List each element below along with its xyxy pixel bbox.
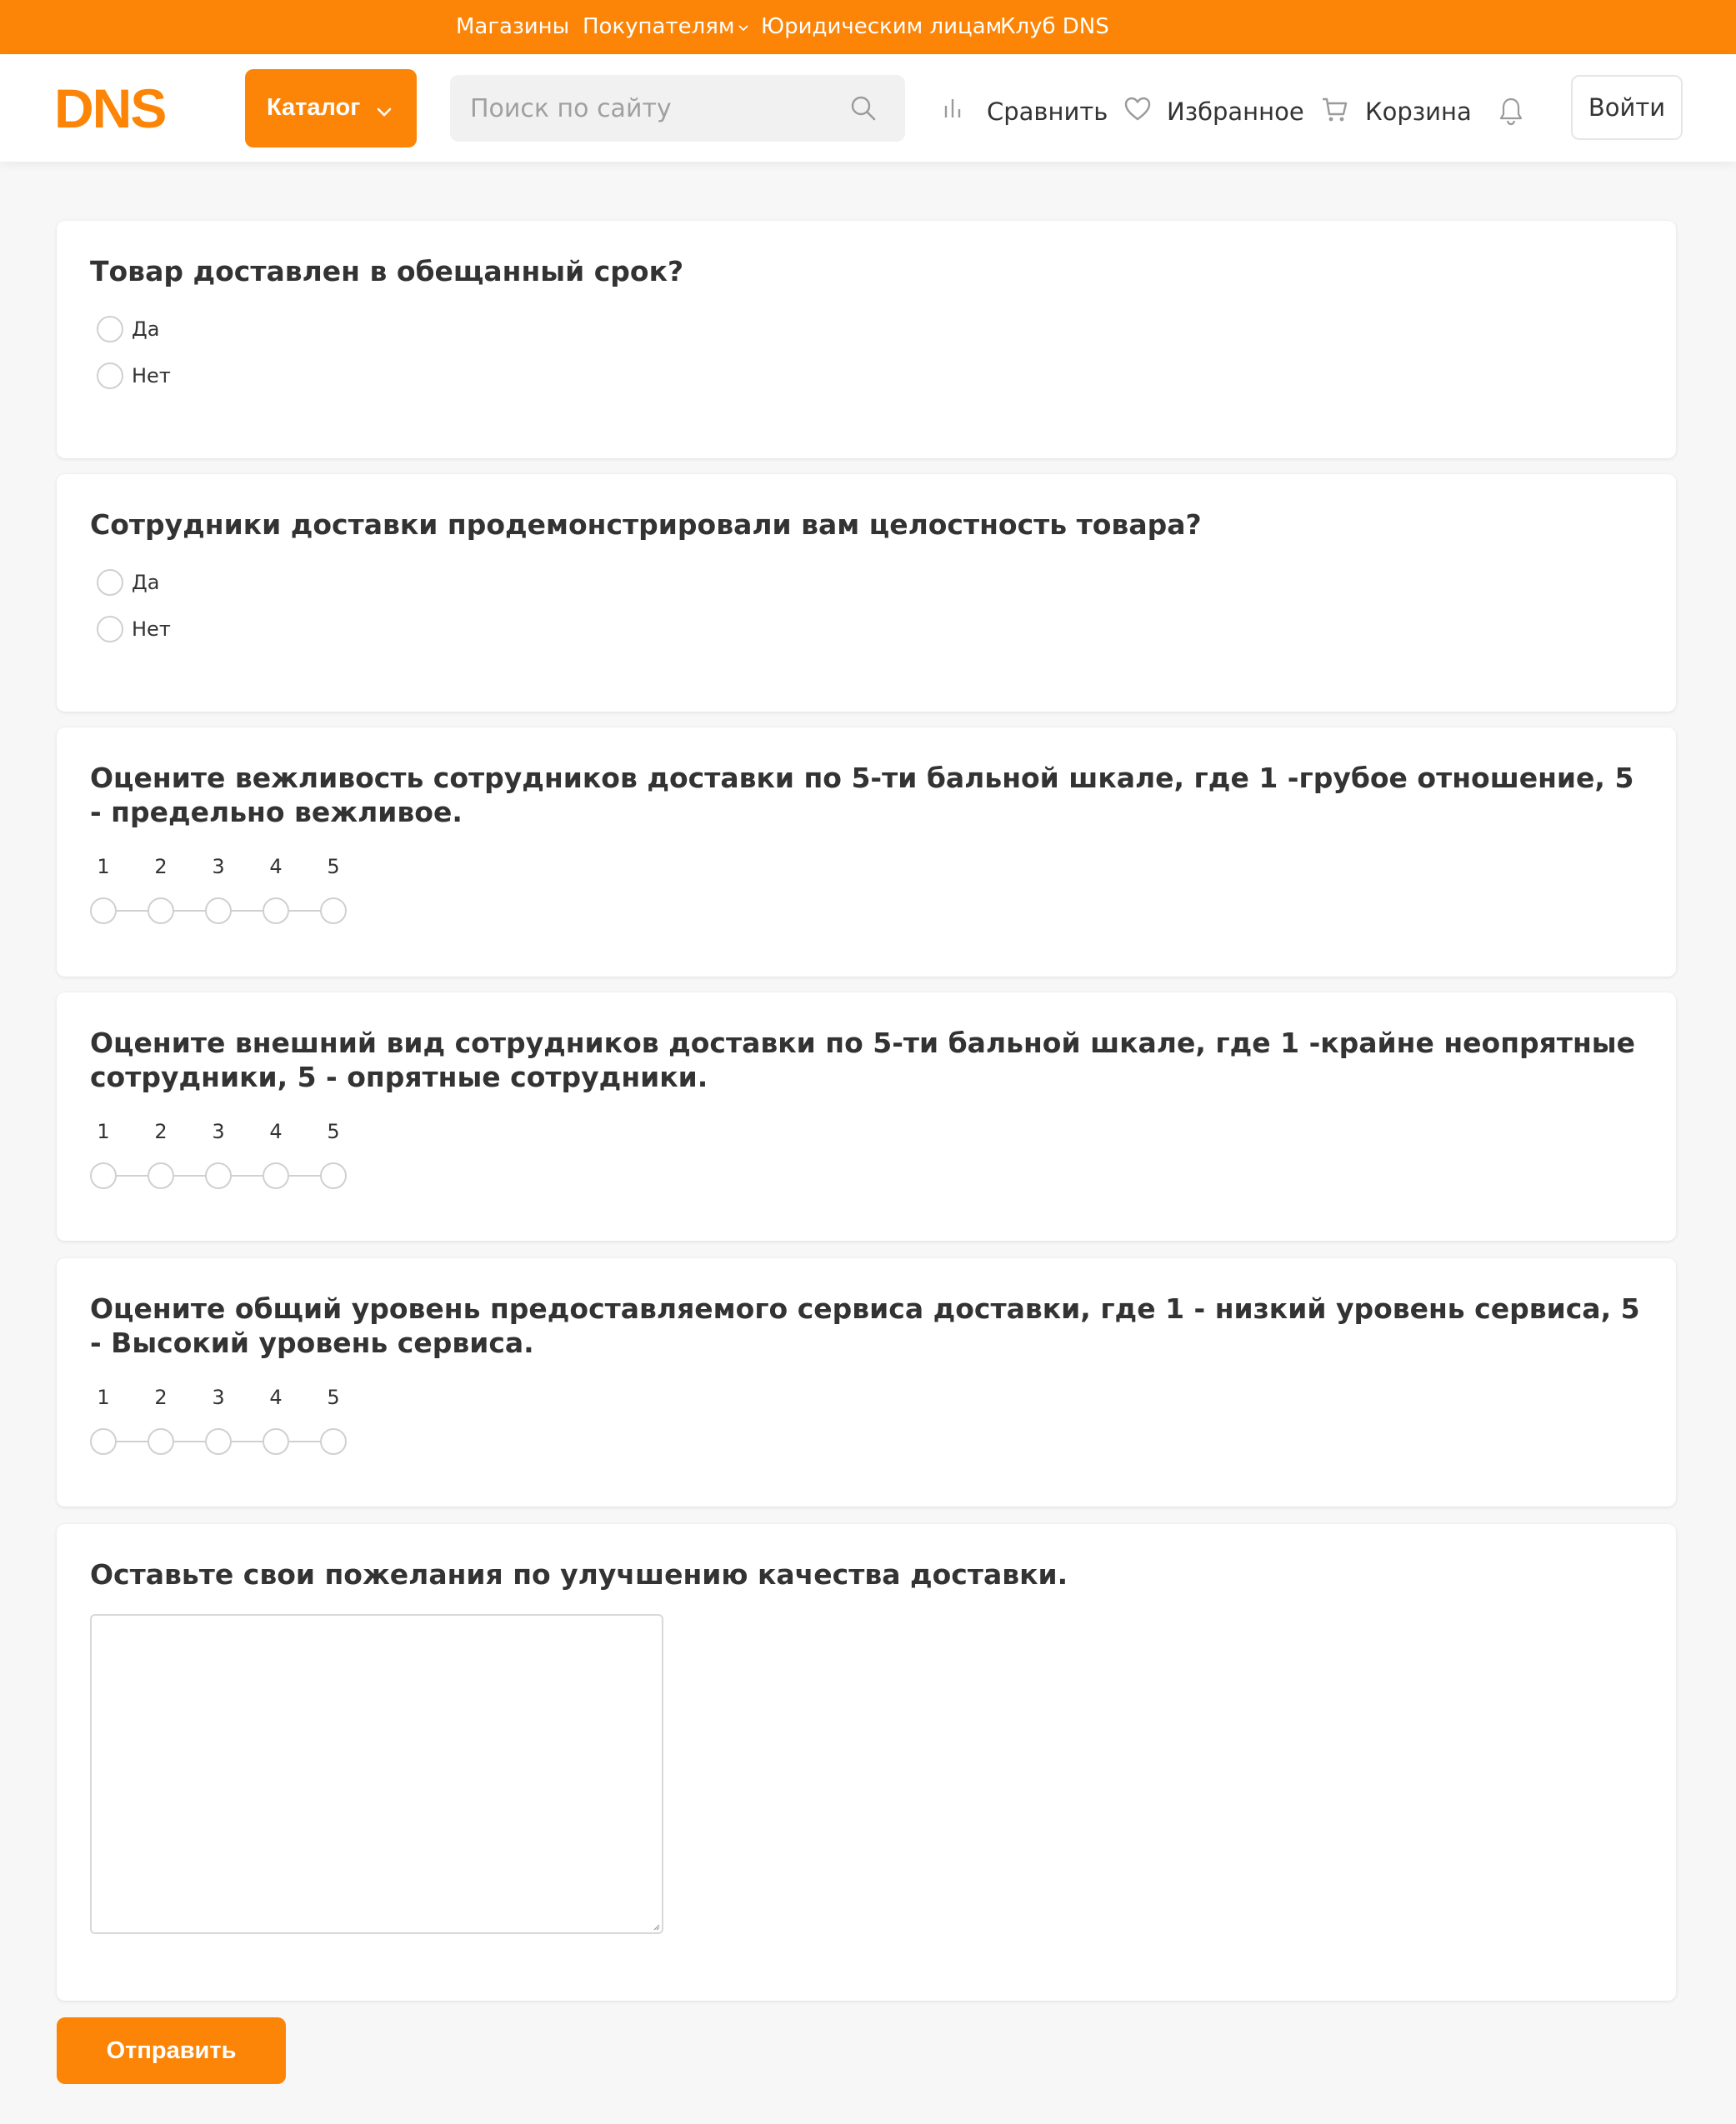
top-bar: [0, 0, 1736, 54]
radio-label: Да: [132, 317, 160, 341]
topbar-link-business[interactable]: Юридическим лицам: [761, 14, 1003, 39]
search-box: [450, 75, 905, 142]
chevron-down-icon: [375, 102, 393, 121]
resize-handle-icon[interactable]: [652, 1922, 660, 1931]
scale-label-4: 4: [269, 1386, 283, 1409]
scale-label-4: 4: [269, 855, 283, 878]
site-header: [0, 54, 1736, 162]
login-button[interactable]: Войти: [1571, 75, 1683, 140]
scale-label-5: 5: [327, 855, 340, 878]
scale-label-3: 3: [212, 855, 225, 878]
radio-button[interactable]: [97, 316, 123, 342]
question-title: Оставьте свои пожелания по улучшению качества доставки.: [90, 1558, 1068, 1591]
rating-radio-4[interactable]: [263, 897, 289, 924]
topbar-link-customers-label: Покупателям: [583, 14, 735, 39]
question-title: Сотрудники доставки продемонстрировали вам целостность товара?: [90, 508, 1202, 541]
scale-label-1: 1: [97, 1120, 110, 1143]
search-icon[interactable]: [848, 93, 878, 123]
search-input[interactable]: [450, 75, 850, 142]
compare-icon: [942, 96, 965, 122]
radio-label: Нет: [132, 364, 171, 387]
question-title: Оцените вежливость сотрудников доставки по 5-ти бальной шкале, где 1 -грубое отношение, 5 - предельно вежливое.: [90, 762, 1634, 828]
favorites-label: Избранное: [1167, 97, 1304, 126]
scale-label-5: 5: [327, 1120, 340, 1143]
scale-label-3: 3: [212, 1120, 225, 1143]
rating-radio-1[interactable]: [90, 897, 117, 924]
scale-label-3: 3: [212, 1386, 225, 1409]
catalog-button[interactable]: [245, 69, 417, 147]
favorites-link[interactable]: [1123, 96, 1304, 126]
radio-label: Нет: [132, 617, 171, 641]
radio-label: Да: [132, 571, 160, 594]
dns-logo[interactable]: [54, 86, 214, 132]
question-card-6: [57, 1524, 1676, 2001]
compare-link[interactable]: [942, 96, 1108, 126]
rating-scale: [90, 854, 357, 929]
rating-radio-5[interactable]: [320, 1428, 347, 1455]
rating-radio-3[interactable]: [205, 1428, 232, 1455]
question-card-3: [57, 727, 1676, 977]
catalog-button-label: Каталог: [267, 94, 361, 121]
feedback-textarea[interactable]: [90, 1614, 663, 1934]
topbar-link-customers[interactable]: [583, 14, 750, 39]
cart-icon: [1321, 96, 1349, 124]
question-title: Оцените общий уровень предоставляемого сервиса доставки, где 1 - низкий уровень сервиса, 5 - Высокий уровень сервиса.: [90, 1292, 1640, 1359]
cart-label: Корзина: [1365, 97, 1472, 126]
rating-radio-3[interactable]: [205, 1162, 232, 1189]
radio-button[interactable]: [97, 569, 123, 596]
scale-label-1: 1: [97, 855, 110, 878]
rating-scale: [90, 1385, 357, 1460]
cart-link[interactable]: [1321, 96, 1472, 126]
rating-radio-1[interactable]: [90, 1428, 117, 1455]
question-title: Товар доставлен в обещанный срок?: [90, 255, 684, 287]
radio-button[interactable]: [97, 616, 123, 642]
heart-icon: [1123, 96, 1152, 122]
compare-label: Сравнить: [987, 97, 1108, 126]
rating-radio-2[interactable]: [148, 1428, 174, 1455]
rating-radio-2[interactable]: [148, 897, 174, 924]
rating-radio-2[interactable]: [148, 1162, 174, 1189]
question-card-1: [57, 221, 1676, 458]
bell-icon[interactable]: [1497, 96, 1525, 126]
submit-button[interactable]: Отправить: [57, 2017, 286, 2084]
rating-scale: [90, 1119, 357, 1194]
rating-radio-4[interactable]: [263, 1162, 289, 1189]
chevron-down-icon: [737, 21, 750, 34]
rating-radio-4[interactable]: [263, 1428, 289, 1455]
topbar-link-stores[interactable]: Магазины: [456, 14, 570, 39]
scale-label-2: 2: [154, 1120, 168, 1143]
scale-label-1: 1: [97, 1386, 110, 1409]
rating-radio-5[interactable]: [320, 897, 347, 924]
question-title: Оцените внешний вид сотрудников доставки по 5-ти бальной шкале, где 1 -крайне неопрятные сотрудники, 5 - опрятные сотрудники.: [90, 1027, 1635, 1093]
scale-label-2: 2: [154, 1386, 168, 1409]
rating-radio-3[interactable]: [205, 897, 232, 924]
scale-label-4: 4: [269, 1120, 283, 1143]
question-card-4: [57, 992, 1676, 1241]
question-card-5: [57, 1258, 1676, 1507]
rating-radio-5[interactable]: [320, 1162, 347, 1189]
scale-label-5: 5: [327, 1386, 340, 1409]
radio-button[interactable]: [97, 362, 123, 389]
logo-text: DNS: [54, 86, 166, 132]
scale-label-2: 2: [154, 855, 168, 878]
topbar-link-club[interactable]: Клуб DNS: [1000, 14, 1109, 39]
question-card-2: [57, 474, 1676, 712]
rating-radio-1[interactable]: [90, 1162, 117, 1189]
